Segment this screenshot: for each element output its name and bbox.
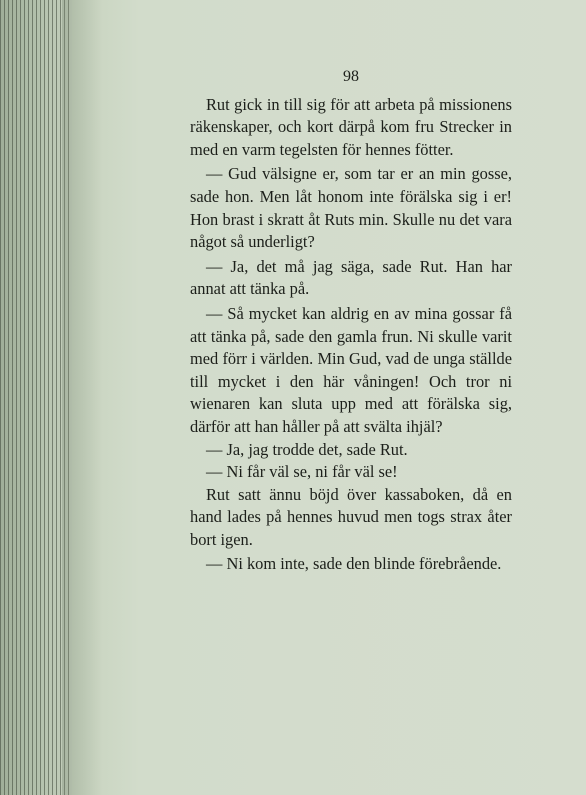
paragraph: Rut gick in till sig för att arbeta på missionens räkenskaper, och kort därpå kom fru Strecker in med en varm tegelsten för hennes fötter. [190, 94, 512, 159]
page-number: 98 [343, 68, 359, 85]
paragraph: — Så mycket kan aldrig en av mina gossar få att tänka på, sade den gamla frun. Ni skulle varit med förr i världen. Min Gud, vad de unga ställde till mycket i den här våningen! Och tror ni wienaren kan sluta upp med att förälska sig, därför att han håller på att svälta ihjäl? [190, 303, 512, 436]
paragraph: — Ni kom inte, sade den blinde förebrående. [206, 554, 502, 574]
paragraph: — Ja, det må jag säga, sade Rut. Han har annat att tänka på. [190, 256, 512, 299]
binding-shadow [62, 0, 102, 795]
paragraph: — Ni får väl se, ni får väl se! [206, 462, 398, 482]
paragraph: — Gud välsigne er, som tar er an min gosse, sade hon. Men låt honom inte förälska sig i er! Hon brast i skratt åt Ruts min. Skulle nu det vara något så underligt? [190, 164, 512, 252]
paragraph: — Ja, jag trodde det, sade Rut. [206, 439, 408, 459]
paragraph: Rut satt ännu böjd över kassaboken, då en hand lades på hennes huvud men togs strax åter bort igen. [190, 484, 512, 549]
page-text [190, 66, 512, 576]
